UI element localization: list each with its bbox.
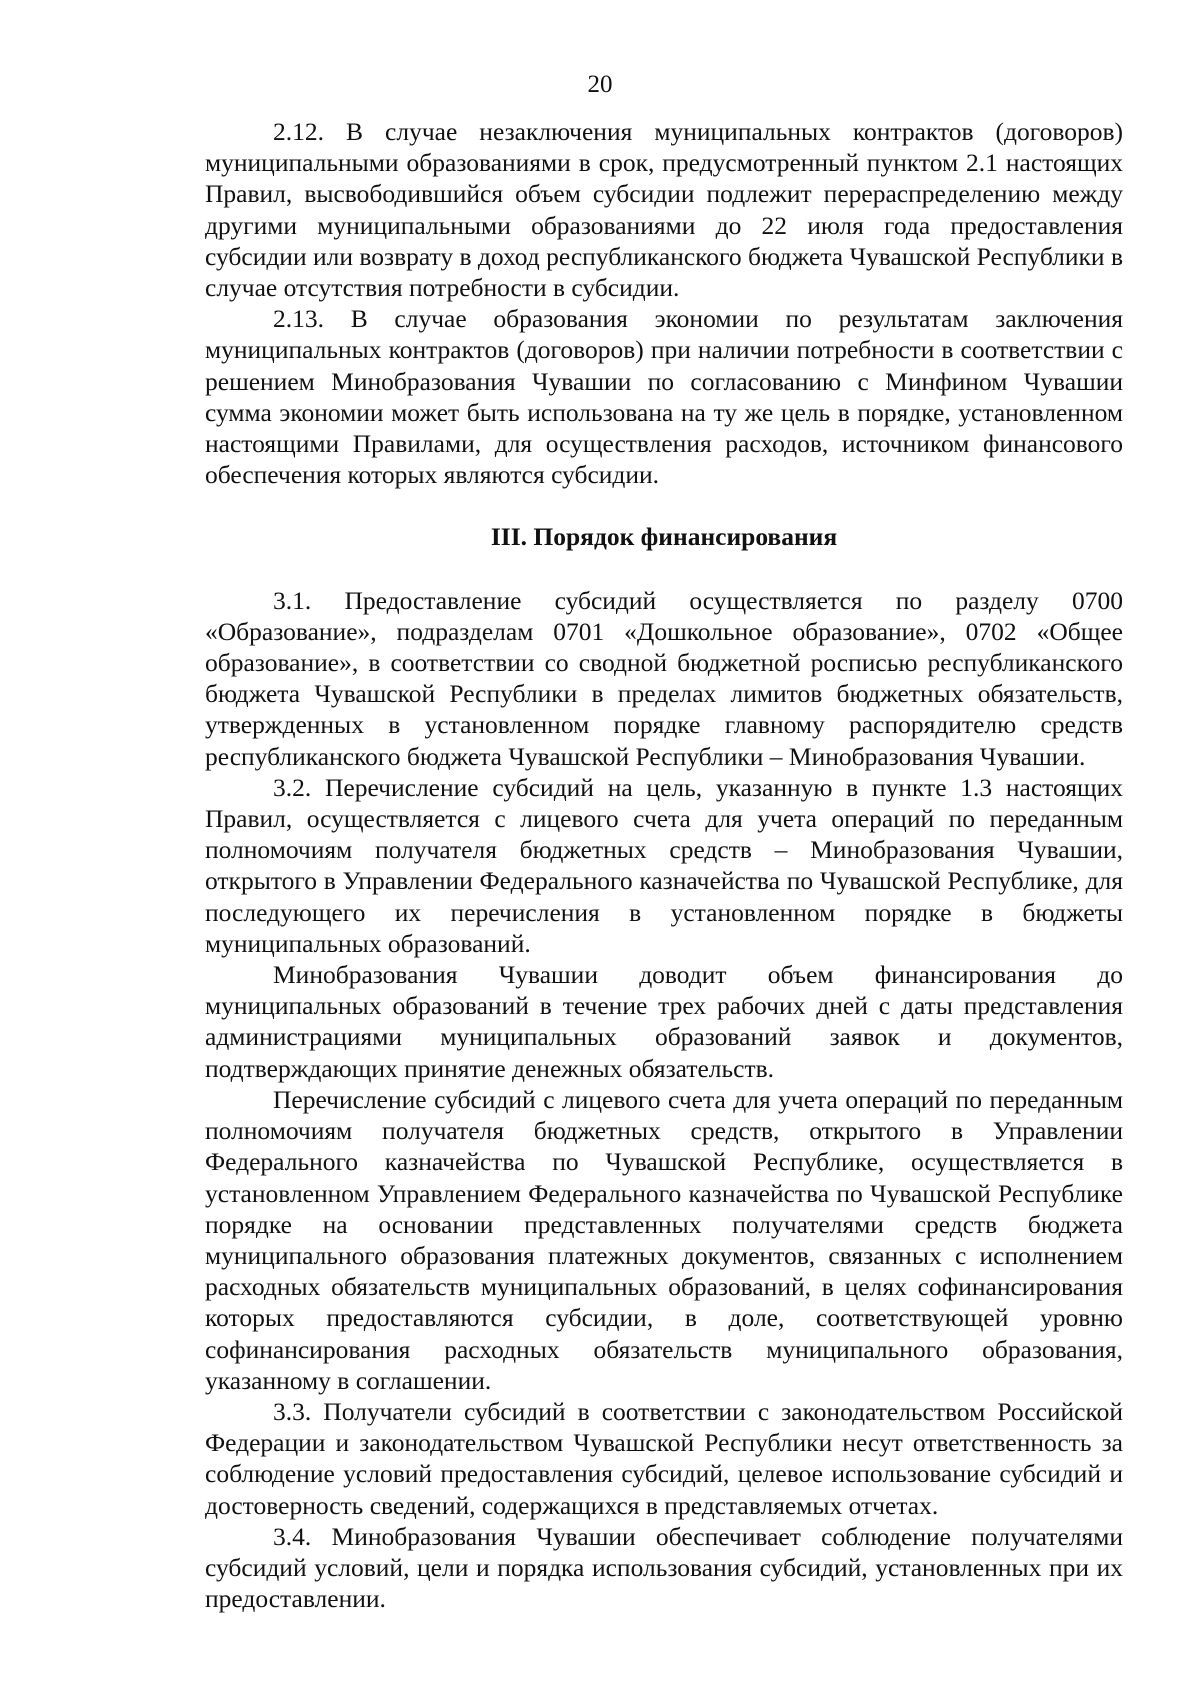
- paragraph-3-2-transfer-procedure: Перечисление субсидий с лицевого счета для учета операций по переданным полномочиям получателя бюджетных средств, открытого в Управлении Федерального казначейства по Чувашской Республике, осуществляется в установленном Управлением Федерального казначейства по Чувашской Республике порядке на основании представленных получателями средств бюджета муниципального образования платежных документов, связанных с исполнением расходных обязательств муниципальных образований, в целях софинансирования которых предоставляются субсидии, в доле, соответствующей уровню софинансирования расходных обязательств муниципального образования, указанному в соглашении.: [205, 1084, 1123, 1395]
- paragraph-2-13: 2.13. В случае образования экономии по результатам заключения муниципальных контрактов (договоров) при наличии потребности в соответствии с решением Минобразования Чувашии по согласованию с Минфином Чувашии сумма экономии может быть использована на ту же цель в порядке, установленном настоящими Правилами, для осуществления расходов, источником финансового обеспечения которых являются субсидии.: [205, 304, 1123, 490]
- paragraph-3-3: 3.3. Получатели субсидий в соответствии с законодательством Российской Федерации и законодательством Чувашской Республики несут ответственность за соблюдение условий предоставления субсидий, целевое использование субсидий и достоверность сведений, содержащихся в представляемых отчетах.: [205, 1396, 1123, 1520]
- page-number: 20: [587, 71, 613, 98]
- paragraph-2-12: 2.12. В случае незаключения муниципальных контрактов (договоров) муниципальными образованиями в срок, предусмотренный пунктом 2.1 настоящих Правил, высвободившийся объем субсидии подлежит перераспределению между другими муниципальными образованиями до 22 июля года предоставления субсидии или возврату в доход республиканского бюджета Чувашской Республики в случае отсутствия потребности в субсидии.: [205, 117, 1123, 303]
- document-body: [205, 116, 1123, 1614]
- paragraph-3-1: 3.1. Предоставление субсидий осуществляется по разделу 0700 «Образование», подразделам 0701 «Дошкольное образование», 0702 «Общее образование», в соответствии со сводной бюджетной росписью республиканского бюджета Чувашской Республики в пределах лимитов бюджетных обязательств, утвержденных в установленном порядке главному распорядителю средств республиканского бюджета Чувашской Республики – Минобразования Чувашии.: [205, 585, 1123, 771]
- paragraph-3-4: 3.4. Минобразования Чувашии обеспечивает соблюдение получателями субсидий условий, цели и порядка использования субсидий, установленных при их предоставлении.: [205, 1521, 1123, 1614]
- section-heading: III. Порядок финансирования: [490, 522, 838, 552]
- paragraph-3-2: 3.2. Перечисление субсидий на цель, указанную в пункте 1.3 настоящих Правил, осуществляется с лицевого счета для учета операций по переданным полномочиям получателя бюджетных средств – Минобразования Чувашии, открытого в Управлении Федерального казначейства по Чувашской Республике, для последующего их перечисления в установленном порядке в бюджеты муниципальных образований.: [205, 772, 1123, 958]
- paragraph-3-2-funding-notice: Минобразования Чувашии доводит объем финансирования до муниципальных образований в течение трех рабочих дней с даты представления администрациями муниципальных образований заявок и документов, подтверждающих принятие денежных обязательств.: [205, 960, 1123, 1083]
